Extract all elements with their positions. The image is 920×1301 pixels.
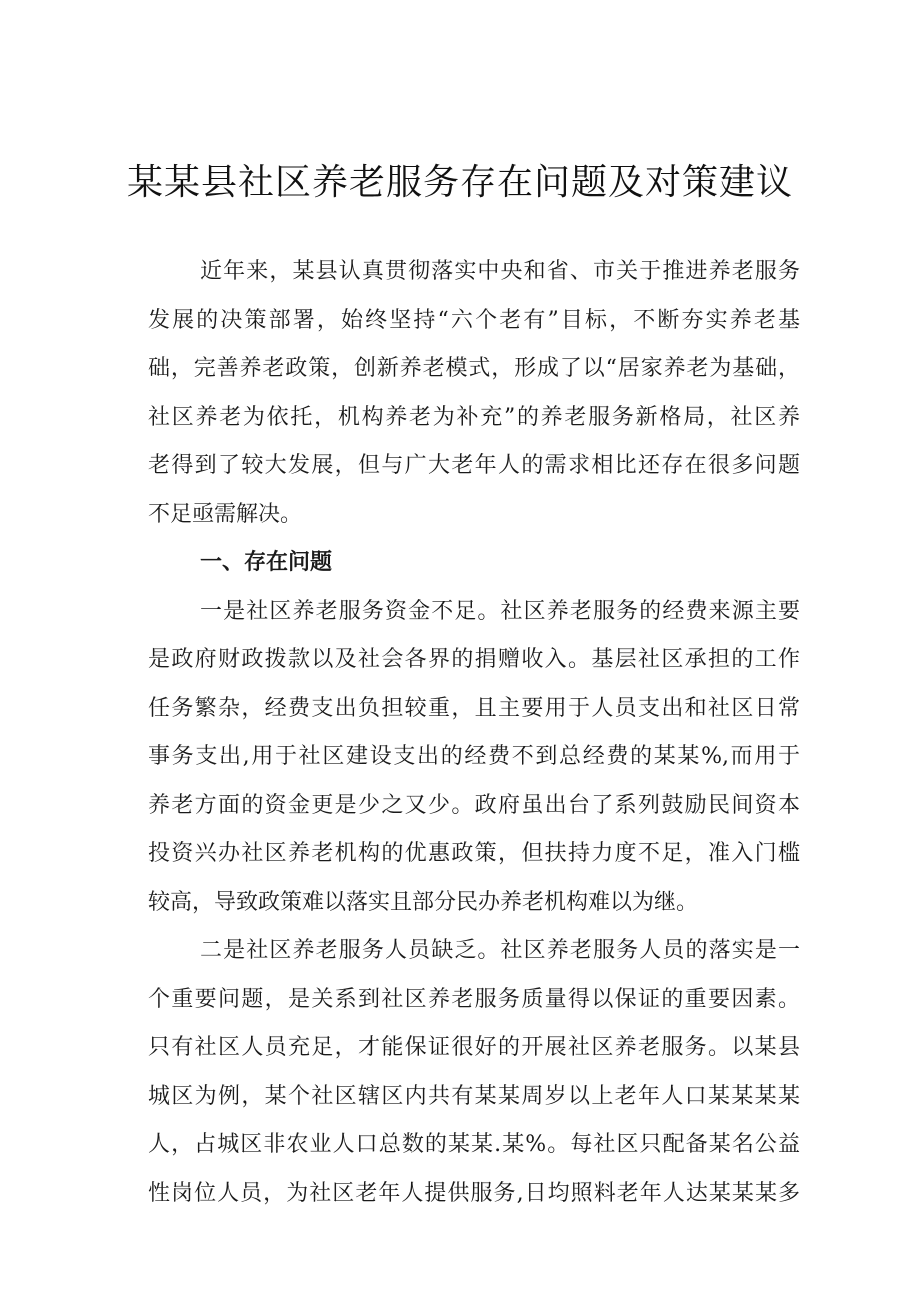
paragraph-line: 一是社区养老服务资金不足。社区养老服务的经费来源主要: [200, 598, 800, 624]
paragraph-line: 近年来，某县认真贯彻落实中央和省、市关于推进养老服务: [200, 259, 800, 284]
paragraph-line: 个重要问题，是关系到社区养老服务质量得以保证的重要因素。: [148, 986, 800, 1012]
paragraph-line: 投资兴办社区养老机构的优惠政策，但扶持力度不足，准入门槛: [148, 841, 800, 866]
section-heading: 一、存在问题: [200, 550, 333, 575]
document-title: 某某县社区养老服务存在问题及对策建议: [126, 162, 793, 203]
paragraph-line: 发展的决策部署，始终坚持“六个老有”目标，不断夯实养老基: [148, 307, 800, 333]
paragraph-line: 城区为例，某个社区辖区内共有某某周岁以上老年人口某某某某: [148, 1083, 800, 1109]
document-body: [148, 248, 800, 1218]
paragraph-line: 二是社区养老服务人员缺乏。社区养老服务人员的落实是一: [200, 938, 800, 963]
paragraph-line: 养老方面的资金更是少之又少。政府虽出台了系列鼓励民间资本: [148, 792, 800, 818]
paragraph-line: 较高，导致政策难以落实且部分民办养老机构难以为继。: [148, 889, 699, 915]
problem-paragraph-1: [148, 588, 800, 928]
paragraph-line: 础，完善养老政策，创新养老模式，形成了以“居家养老为基础，: [148, 356, 800, 381]
paragraph-line: 只有社区人员充足，才能保证很好的开展社区养老服务。以某县: [148, 1035, 800, 1060]
paragraph-line: 老得到了较大发展，但与广大老年人的需求相比还存在很多问题: [148, 453, 800, 478]
paragraph-line: 社区养老为依托，机构养老为补充”的养老服务新格局，社区养: [148, 404, 800, 430]
paragraph-line: 性岗位人员，为社区老年人提供服务,日均照料老年人达某某某多: [148, 1180, 800, 1206]
paragraph-line: 人，占城区非农业人口总数的某某.某%。每社区只配备某名公益: [148, 1132, 800, 1157]
intro-paragraph: [148, 248, 800, 539]
paragraph-line: 任务繁杂，经费支出负担较重，且主要用于人员支出和社区日常: [148, 695, 800, 721]
paragraph-line: 不足亟需解决。: [148, 501, 303, 527]
paragraph-line: 是政府财政拨款以及社会各界的捐赠收入。基层社区承担的工作: [148, 647, 800, 672]
problem-paragraph-2: [148, 927, 800, 1218]
paragraph-line: 事务支出,用于社区建设支出的经费不到总经费的某某%,而用于: [148, 744, 800, 769]
